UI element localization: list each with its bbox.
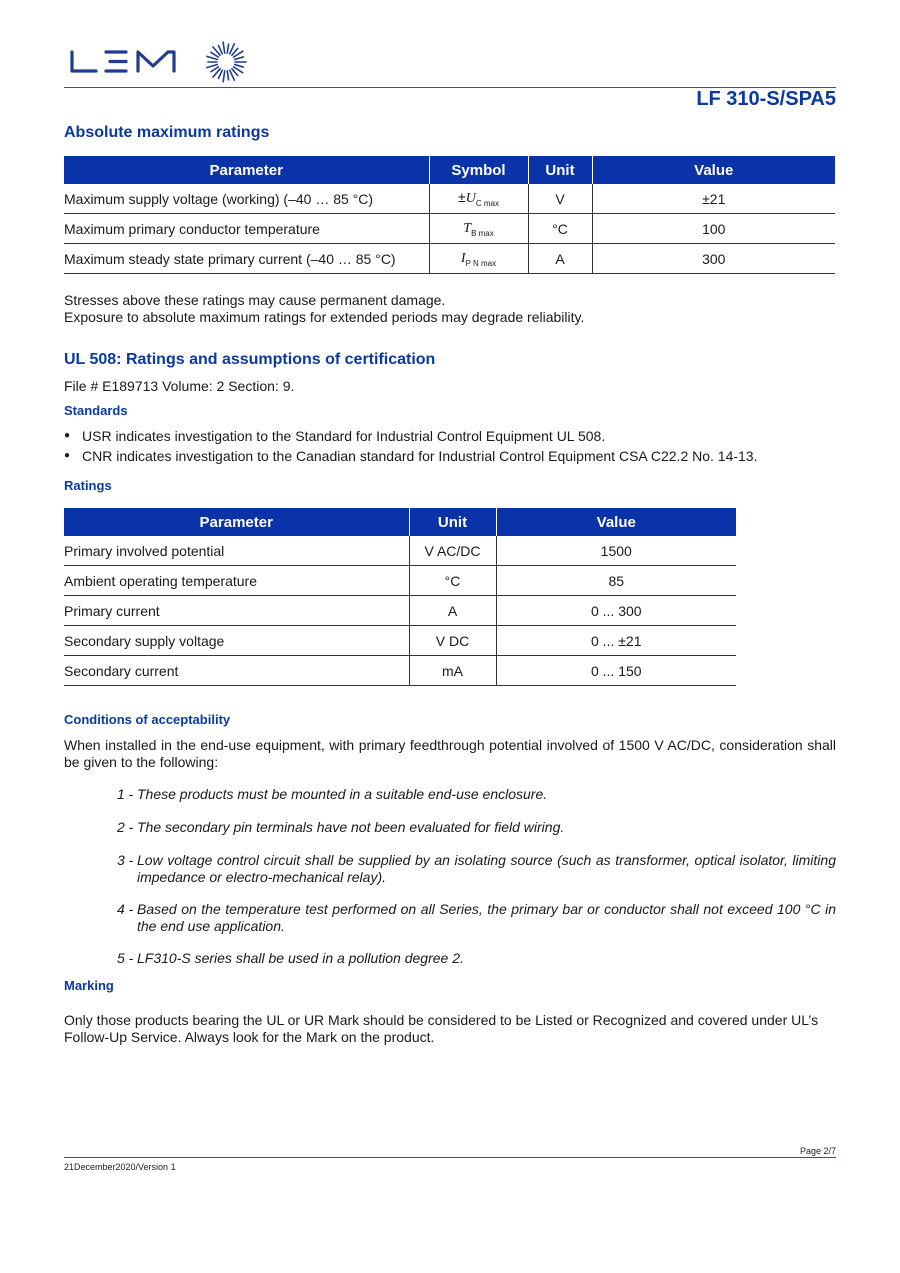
- unit-cell: °C: [528, 214, 592, 244]
- marking-text: Only those products bearing the UL or UR Mark should be considered to be Listed or Recognized and covered under UL’s Follow-Up Service. Always look for the Mark on the product.: [64, 1012, 819, 1045]
- condition-item: [117, 819, 836, 836]
- symbol-subscript: P N max: [465, 259, 497, 268]
- symbol-main: T: [463, 221, 472, 236]
- table-header-row: [64, 508, 736, 536]
- sunburst-ray: [219, 70, 223, 78]
- column-header: Unit: [409, 508, 496, 536]
- marking-heading: Marking: [64, 978, 114, 993]
- symbol-main: U: [465, 191, 476, 206]
- sunburst-ray: [207, 56, 218, 59]
- lem-sunburst-icon: [204, 40, 248, 87]
- unit-cell: V AC/DC: [409, 536, 496, 566]
- symbol-subscript: B max: [471, 229, 494, 238]
- table-row: [64, 244, 835, 274]
- parameter-cell: Maximum primary conductor temperature: [64, 214, 429, 244]
- ul-file-line: File # E189713 Volume: 2 Section: 9.: [64, 378, 295, 394]
- value-cell: 0 ... 300: [496, 596, 736, 626]
- unit-cell: °C: [409, 566, 496, 596]
- table-row: [64, 656, 736, 686]
- parameter-cell: Maximum steady state primary current (–40 … 85 °C): [64, 244, 429, 274]
- sunburst-ray: [235, 57, 244, 60]
- symbol-cell: [429, 244, 528, 274]
- condition-number: 5 -: [117, 950, 134, 966]
- column-header: Symbol: [429, 156, 528, 184]
- condition-text: Based on the temperature test performed on all Series, the primary bar or conductor shall not exceed 100 °C in the end use application.: [137, 901, 836, 934]
- condition-number: 4 -: [117, 901, 134, 917]
- standards-heading: Standards: [64, 403, 128, 418]
- unit-cell: V: [528, 184, 592, 214]
- value-cell: 300: [592, 244, 835, 274]
- condition-text: Low voltage control circuit shall be supplied by an isolating source (such as transformer, optical isolator, limiting impedance or electro-mechanical relay).: [137, 852, 836, 885]
- value-cell: ±21: [592, 184, 835, 214]
- sunburst-ray: [219, 46, 223, 54]
- condition-text: The secondary pin terminals have not been evaluated for field wiring.: [137, 819, 565, 835]
- symbol-cell: [429, 184, 528, 214]
- abs-max-heading: Absolute maximum ratings: [64, 124, 270, 141]
- value-cell: 85: [496, 566, 736, 596]
- symbol-subscript: C max: [475, 199, 499, 208]
- condition-number: 1 -: [117, 786, 134, 802]
- condition-text: LF310-S series shall be used in a pollution degree 2.: [137, 950, 464, 966]
- parameter-cell: Primary involved potential: [64, 536, 409, 566]
- note-line: Stresses above these ratings may cause permanent damage.: [64, 292, 446, 308]
- table-row: [64, 626, 736, 656]
- unit-cell: mA: [409, 656, 496, 686]
- footer-rule: [64, 1157, 836, 1158]
- table-row: [64, 596, 736, 626]
- unit-cell: V DC: [409, 626, 496, 656]
- condition-number: 2 -: [117, 819, 134, 835]
- conditions-intro: When installed in the end-use equipment, with primary feedthrough potential involved of 1500 V AC/DC, consideration shall be given to the following:: [64, 737, 836, 770]
- unit-cell: A: [409, 596, 496, 626]
- symbol-cell: [429, 214, 528, 244]
- sunburst-ray: [227, 71, 228, 80]
- parameter-cell: Secondary supply voltage: [64, 626, 409, 656]
- parameter-cell: Primary current: [64, 596, 409, 626]
- condition-number: 3 -: [117, 852, 134, 868]
- table-row: [64, 566, 736, 596]
- column-header: Parameter: [64, 156, 429, 184]
- column-header: Value: [592, 156, 835, 184]
- column-header: Unit: [528, 156, 592, 184]
- value-cell: 1500: [496, 536, 736, 566]
- table-header-row: [64, 156, 835, 184]
- sunburst-ray: [207, 65, 218, 68]
- table-row: [64, 536, 736, 566]
- value-cell: 0 ... 150: [496, 656, 736, 686]
- version-label: 21December2020/Version 1: [64, 1162, 176, 1172]
- condition-item: [117, 901, 836, 935]
- value-cell: 0 ... ±21: [496, 626, 736, 656]
- sunburst-ray: [235, 65, 244, 68]
- unit-cell: A: [528, 244, 592, 274]
- symbol-main: I: [460, 251, 466, 266]
- table-row: [64, 184, 835, 214]
- note-line: Exposure to absolute maximum ratings for extended periods may degrade reliability.: [64, 309, 585, 325]
- standards-list: [64, 426, 836, 466]
- condition-item: [117, 786, 836, 803]
- parameter-cell: Maximum supply voltage (working) (–40 … 85 °C): [64, 184, 429, 214]
- ratings-heading: Ratings: [64, 478, 112, 493]
- list-item: ● USR indicates investigation to the Standard for Industrial Control Equipment UL 508.: [64, 426, 836, 446]
- condition-text: These products must be mounted in a suitable end-use enclosure.: [137, 786, 548, 802]
- parameter-cell: Ambient operating temperature: [64, 566, 409, 596]
- document-title: LF 310-S/SPA5: [696, 88, 836, 110]
- parameter-cell: Secondary current: [64, 656, 409, 686]
- symbol-prefix: ±: [458, 189, 466, 205]
- value-cell: 100: [592, 214, 835, 244]
- abs-max-table: [64, 156, 835, 274]
- conditions-heading: Conditions of acceptability: [64, 712, 231, 727]
- condition-item: [117, 950, 836, 967]
- sunburst-ray: [227, 44, 228, 53]
- abs-max-note: [64, 292, 584, 326]
- ratings-table: [64, 508, 736, 686]
- ul-heading: UL 508: Ratings and assumptions of certification: [64, 351, 436, 368]
- condition-item: [117, 852, 836, 886]
- sunburst-ray: [223, 42, 225, 53]
- page-number: Page 2/7: [799, 1146, 836, 1156]
- column-header: Parameter: [64, 508, 409, 536]
- list-item: ● CNR indicates investigation to the Canadian standard for Industrial Control Equipment CSA C22.2 No. 14-13.: [64, 446, 836, 466]
- column-header: Value: [496, 508, 736, 536]
- sunburst-ray: [223, 71, 225, 82]
- table-row: [64, 214, 835, 244]
